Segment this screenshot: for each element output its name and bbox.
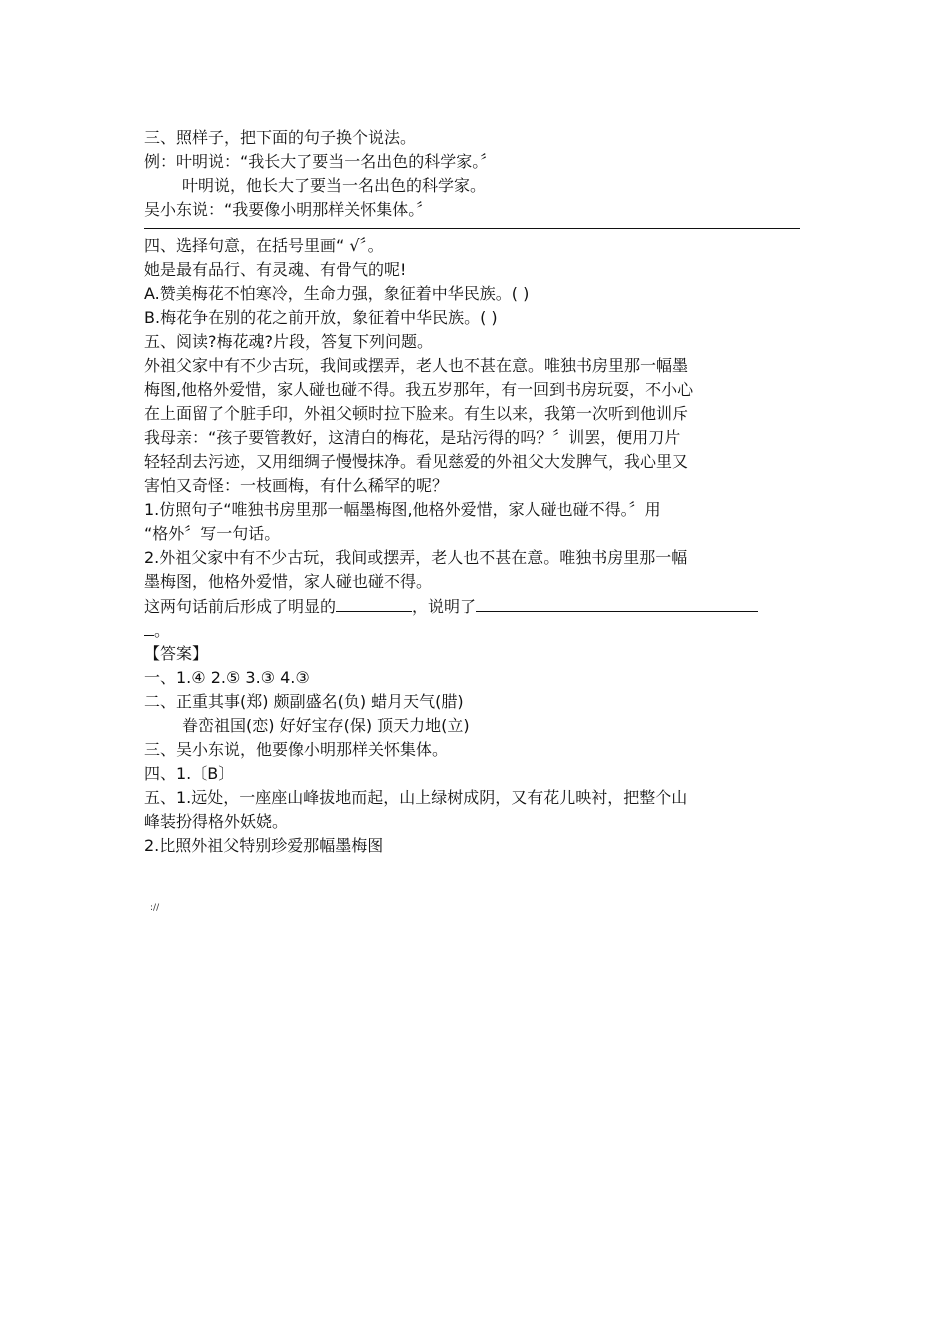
q2-line1: 2.外祖父家中有不少古玩，我间或摆弄，老人也不甚在意。唯独书房里那一幅 — [144, 548, 688, 567]
answer-2-line1: 二、正重其事(郑) 颇副盛名(负) 蜡月天气(腊) — [144, 692, 464, 711]
q2-fill-text1: 这两句话前后形成了明显的 — [144, 597, 337, 616]
section3-example-line2: 叶明说，他长大了要当一名出色的科学家。 — [182, 176, 487, 195]
q1-line1: 1.仿照句子“唯独书房里那一幅墨梅图,他格外爱惜，家人碰也碰不得。〞用 — [144, 500, 661, 519]
section3-heading: 三、照样子，把下面的句子换个说法。 — [144, 128, 417, 147]
answer-4: 四、1.〔B〕 — [144, 764, 235, 783]
answers-heading: 【答案】 — [144, 644, 209, 663]
q1-line2: “格外〞写一句话。 — [144, 524, 281, 543]
section5-heading: 五、阅读?梅花魂?片段，答复下列问题。 — [144, 332, 433, 351]
passage-line: 害怕又奇怪：一枝画梅，有什么稀罕的呢？ — [144, 476, 449, 495]
answer-5-line1: 五、1.远处，一座座山峰拔地而起，山上绿树成阴，又有花儿映衬，把整个山 — [144, 788, 688, 807]
q2-fill-line-end — [144, 618, 808, 642]
fill-blank-contrast[interactable] — [336, 594, 412, 612]
section4-sentence: 她是最有品行、有灵魂、有骨气的呢! — [144, 260, 407, 279]
passage-line: 轻轻刮去污迹，又用细绸子慢慢抹净。看见慈爱的外祖父大发脾气，我心里又 — [144, 452, 689, 471]
answer-1: 一、1.④ 2.⑤ 3.③ 4.③ — [144, 668, 310, 687]
answer-2-line2: 眷峦祖国(恋) 好好宝存(保) 顶天力地(立) — [182, 716, 470, 735]
answer-3: 三、吴小东说，他要像小明那样关怀集体。 — [144, 740, 449, 759]
answer-5-line3: 2.比照外祖父特别珍爱那幅墨梅图 — [144, 836, 384, 855]
section4-option-b[interactable]: B.梅花争在别的花之前开放，象征着中华民族。( ) — [144, 308, 498, 327]
answer-line[interactable] — [144, 228, 800, 229]
passage-line: 在上面留了个脏手印，外祖父顿时拉下脸来。有生以来，我第一次听到他训斥 — [144, 404, 689, 423]
q2-line2: 墨梅图，他格外爱惜，家人碰也碰不得。 — [144, 572, 433, 591]
fill-blank-continuation[interactable] — [144, 618, 154, 636]
section3-question: 吴小东说：“我要像小明那样关怀集体。〞 — [144, 200, 433, 219]
footer-mark: :// — [150, 903, 160, 913]
section4-option-a[interactable]: A.赞美梅花不怕寒冷，生命力强，象征着中华民族。( ) — [144, 284, 530, 303]
q2-fill-end: 。 — [154, 621, 171, 640]
q2-fill-line — [144, 594, 808, 618]
answer-5-line2: 峰装扮得格外妖娆。 — [144, 812, 289, 831]
document-page — [144, 126, 808, 858]
passage-line: 我母亲：“孩子要管教好，这清白的梅花，是玷污得的吗？〞训罢，便用刀片 — [144, 428, 681, 447]
passage-line: 梅图,他格外爱惜，家人碰也碰不得。我五岁那年，有一回到书房玩耍，不小心 — [144, 380, 694, 399]
section3-example-line1: 例：叶明说：“我长大了要当一名出色的科学家。〞 — [144, 152, 497, 171]
fill-blank-explanation[interactable] — [476, 594, 758, 612]
passage-line: 外祖父家中有不少古玩，我间或摆弄，老人也不甚在意。唯独书房里那一幅墨 — [144, 356, 689, 375]
q2-fill-text2: ，说明了 — [412, 597, 477, 616]
section4-heading: 四、选择句意，在括号里画“ √〞。 — [144, 236, 384, 255]
